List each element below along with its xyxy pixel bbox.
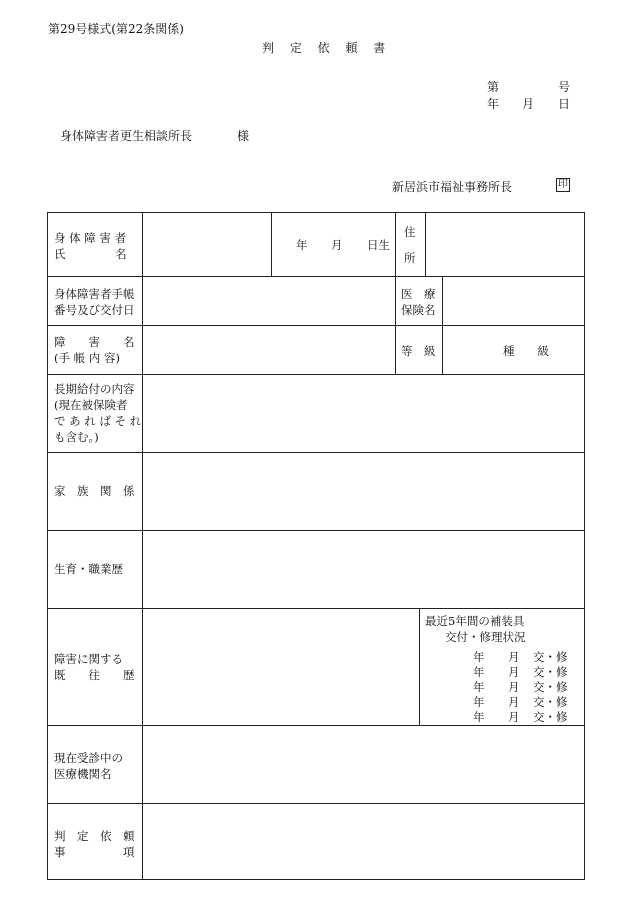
grade-label: 等 級 — [401, 344, 436, 358]
history-label-line2: 既 往 歴 — [54, 668, 135, 682]
pension-label-line1: 長期給付の内容 — [54, 382, 135, 396]
pension-label-line4: も含む。) — [54, 430, 99, 444]
address-field[interactable] — [426, 213, 584, 275]
pension-field[interactable] — [143, 375, 584, 451]
career-field[interactable] — [143, 531, 584, 607]
clinic-field[interactable] — [143, 726, 584, 802]
equipment-row: 年 月 交・修 — [473, 710, 568, 724]
equipment-title-line2: 交付・修理状況 — [445, 630, 526, 644]
birth-year-label: 年 — [296, 238, 308, 252]
handbook-label-line1: 身体障害者手帳 — [54, 287, 135, 301]
sender-name: 新居浜市福祉事務所長 — [392, 180, 513, 194]
equipment-row: 年 月 交・修 — [473, 680, 568, 694]
equipment-row: 年 月 交・修 — [473, 650, 568, 664]
name-label-line2: 氏 名 — [54, 247, 127, 261]
insurance-label-line2: 保険名 — [401, 303, 436, 317]
number-suffix: 号 — [558, 80, 571, 94]
date-month: 月 — [522, 97, 535, 111]
request-label-line2: 事 項 — [54, 845, 135, 859]
pension-label-line2: (現在被保険者 — [54, 398, 128, 412]
address-label-line1: 住 — [404, 225, 416, 239]
pension-label-line3: で あ れ ば そ れ — [54, 414, 142, 428]
insurance-label-line1: 医 療 — [401, 287, 436, 301]
birth-day-label: 日生 — [367, 238, 390, 252]
type-label: 種 級 — [503, 344, 549, 358]
seal-mark: 印 — [558, 179, 568, 190]
birth-month-label: 月 — [331, 238, 343, 252]
addressee-honorific: 様 — [237, 129, 250, 143]
handbook-label-line2: 番号及び交付日 — [54, 303, 135, 317]
document-title: 判 定 依 頼 書 — [262, 41, 392, 55]
addressee: 身体障害者更生相談所長 — [60, 129, 193, 143]
clinic-label-line2: 医療機関名 — [54, 767, 112, 781]
insurance-field[interactable] — [443, 277, 584, 324]
form-number: 第29号様式(第22条関係) — [48, 22, 184, 36]
request-field[interactable] — [143, 804, 584, 879]
number-prefix: 第 — [487, 80, 500, 94]
handbook-field[interactable] — [143, 277, 394, 324]
name-field[interactable] — [143, 213, 270, 275]
address-label-line2: 所 — [404, 251, 416, 265]
date-year: 年 — [487, 97, 500, 111]
equipment-row: 年 月 交・修 — [473, 695, 568, 709]
disability-label-line2: (手 帳 内 容) — [54, 351, 120, 365]
history-field[interactable] — [143, 609, 418, 724]
date-day: 日 — [558, 97, 571, 111]
career-label: 生育・職業歴 — [54, 562, 123, 576]
family-field[interactable] — [143, 453, 584, 529]
clinic-label-line1: 現在受診中の — [54, 751, 123, 765]
history-label-line1: 障害に関する — [54, 652, 123, 666]
request-label-line1: 判 定 依 頼 — [54, 829, 135, 843]
equipment-title-line1: 最近5年間の補装具 — [425, 614, 525, 628]
disability-label-line1: 障 害 名 — [54, 335, 135, 349]
family-label: 家 族 関 係 — [54, 484, 135, 498]
equipment-row: 年 月 交・修 — [473, 665, 568, 679]
disability-field[interactable] — [143, 326, 394, 373]
name-label-line1: 身 体 障 害 者 — [54, 231, 127, 245]
